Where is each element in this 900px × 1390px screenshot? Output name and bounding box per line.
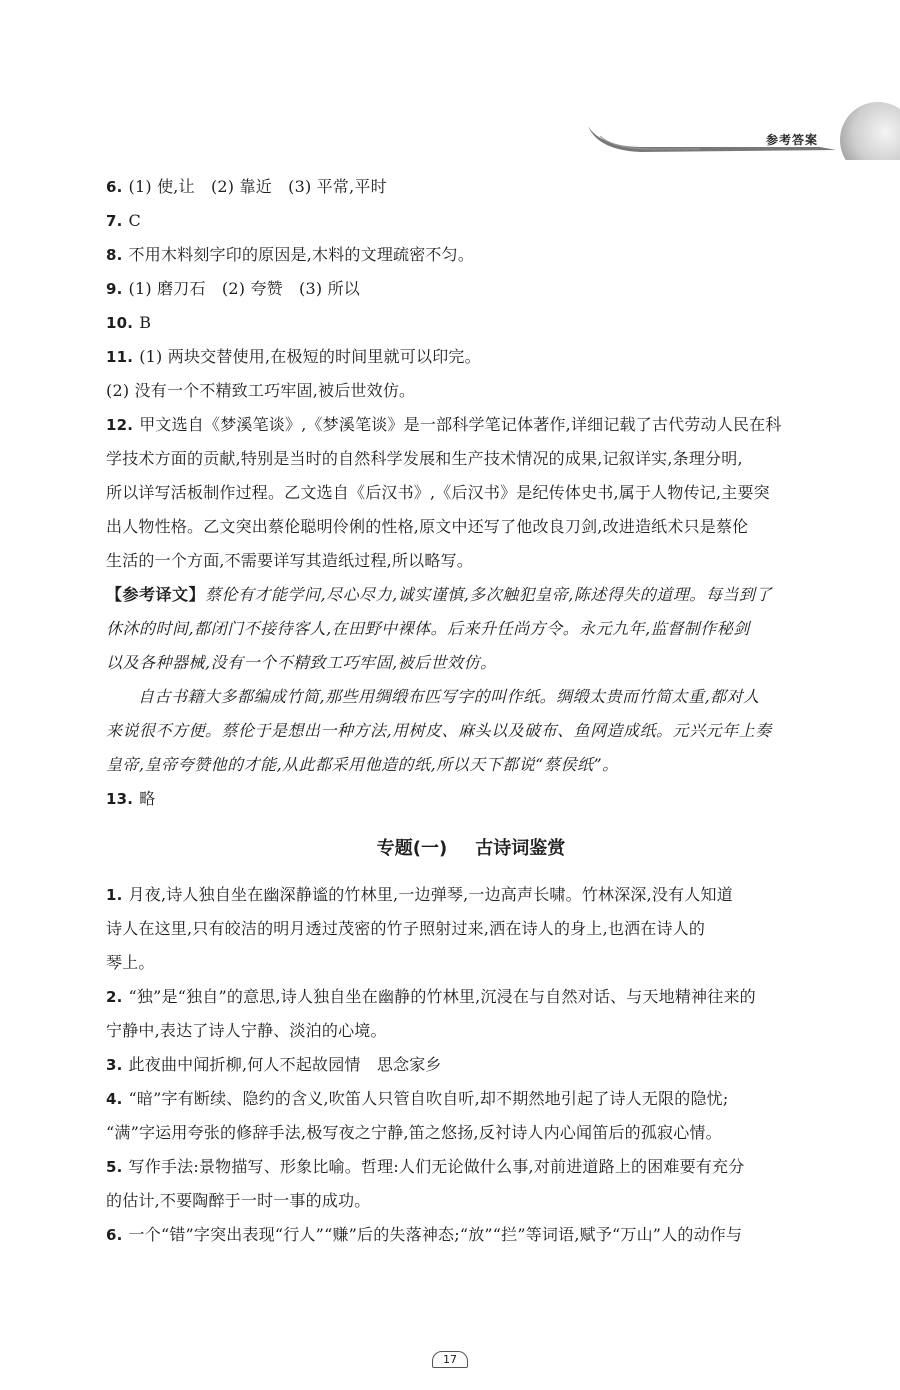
header-title: 参考答案 [765,133,818,147]
answer-line: 13. 略 [106,789,156,808]
translation-line: 休沐的时间,都闭门不接待客人,在田野中裸体。后来升任尚方令。永元九年,监督制作秘剑 [106,619,750,638]
page-header [0,0,900,160]
poem-answer-line: 1. 月夜,诗人独自坐在幽深静谧的竹林里,一边弹琴,一边高声长啸。竹林深深,没有人知道 [106,885,733,904]
answer-content [106,170,836,1252]
page-number: 17 [432,1351,468,1368]
answer-line: 所以详写活板制作过程。乙文选自《后汉书》,《后汉书》是纪传体史书,属于人物传记,主要突 [106,483,770,502]
poem-answer-line: 琴上。 [106,953,155,972]
translation-line: 来说很不方便。蔡伦于是想出一种方法,用树皮、麻头以及破布、鱼网造成纸。元兴元年上奏 [106,721,772,740]
poem-answer-line: 的估计,不要陶醉于一时一事的成功。 [106,1191,371,1210]
translation-line: 以及各种器械,没有一个不精致工巧牢固,被后世效仿。 [106,653,497,672]
answer-line: 10. B [106,313,152,332]
answer-line: 12. 甲文选自《梦溪笔谈》,《梦溪笔谈》是一部科学笔记体著作,详细记载了古代劳动人民在科 [106,415,782,434]
answer-line: (2) 没有一个不精致工巧牢固,被后世效仿。 [106,381,416,400]
translation-label: 【参考译文】 [106,585,206,604]
answer-line: 学技术方面的贡献,特别是当时的自然科学发展和生产技术情况的成果,记叙详实,条理分明, [106,449,743,468]
translation-line: 自古书籍大多都编成竹简,那些用绸缎布匹写字的叫作纸。绸缎太贵而竹简太重,都对人 [138,687,760,706]
section-title: 专题(一) 古诗词鉴赏 [376,838,566,859]
answer-line: 生活的一个方面,不需要详写其造纸过程,所以略写。 [106,551,473,570]
poem-answer-line: 宁静中,表达了诗人宁静、淡泊的心境。 [106,1021,387,1040]
poem-answer-line: 诗人在这里,只有皎洁的明月透过茂密的竹子照射过来,洒在诗人的身上,也洒在诗人的 [106,919,706,938]
answer-line: 8. 不用木料刻字印的原因是,木料的文理疏密不匀。 [106,245,475,264]
poem-answer-line: 2. “独”是“独自”的意思,诗人独自坐在幽静的竹林里,沉浸在与自然对话、与天地精神往来的 [106,987,756,1006]
answer-line: 11. (1) 两块交替使用,在极短的时间里就可以印完。 [106,347,481,366]
poem-answer-line: “满”字运用夸张的修辞手法,极写夜之宁静,笛之悠扬,反衬诗人内心闻笛后的孤寂心情。 [106,1123,722,1142]
answer-line: 9. (1) 磨刀石 (2) 夸赞 (3) 所以 [106,279,360,298]
poem-answer-line: 6. 一个“错”字突出表现“行人”“赚”后的失落神态;“放”“拦”等词语,赋予“万山”人的动作与 [106,1225,743,1244]
answer-line: 7. C [106,211,141,230]
page-footer [0,1348,900,1368]
poem-answer-line: 3. 此夜曲中闻折柳,何人不起故园情 思念家乡 [106,1055,442,1074]
answer-line: 6. (1) 使,让 (2) 靠近 (3) 平常,平时 [106,177,387,196]
translation-line: 皇帝,皇帝夸赞他的才能,从此都采用他造的纸,所以天下都说“蔡侯纸”。 [106,755,619,774]
translation-line: 【参考译文】蔡伦有才能学问,尽心尽力,诚实谨慎,多次触犯皇帝,陈述得失的道理。每当到了 [106,585,772,604]
answer-line: 出人物性格。乙文突出蔡伦聪明伶俐的性格,原文中还写了他改良刀剑,改进造纸术只是蔡伦 [106,517,749,536]
poem-answer-line: 4. “暗”字有断续、隐约的含义,吹笛人只管自吹自听,却不期然地引起了诗人无限的隐忧; [106,1089,729,1108]
poem-answer-line: 5. 写作手法:景物描写、形象比喻。哲理:人们无论做什么事,对前进道路上的困难要有充分 [106,1157,745,1176]
disc-ornament [840,102,900,160]
